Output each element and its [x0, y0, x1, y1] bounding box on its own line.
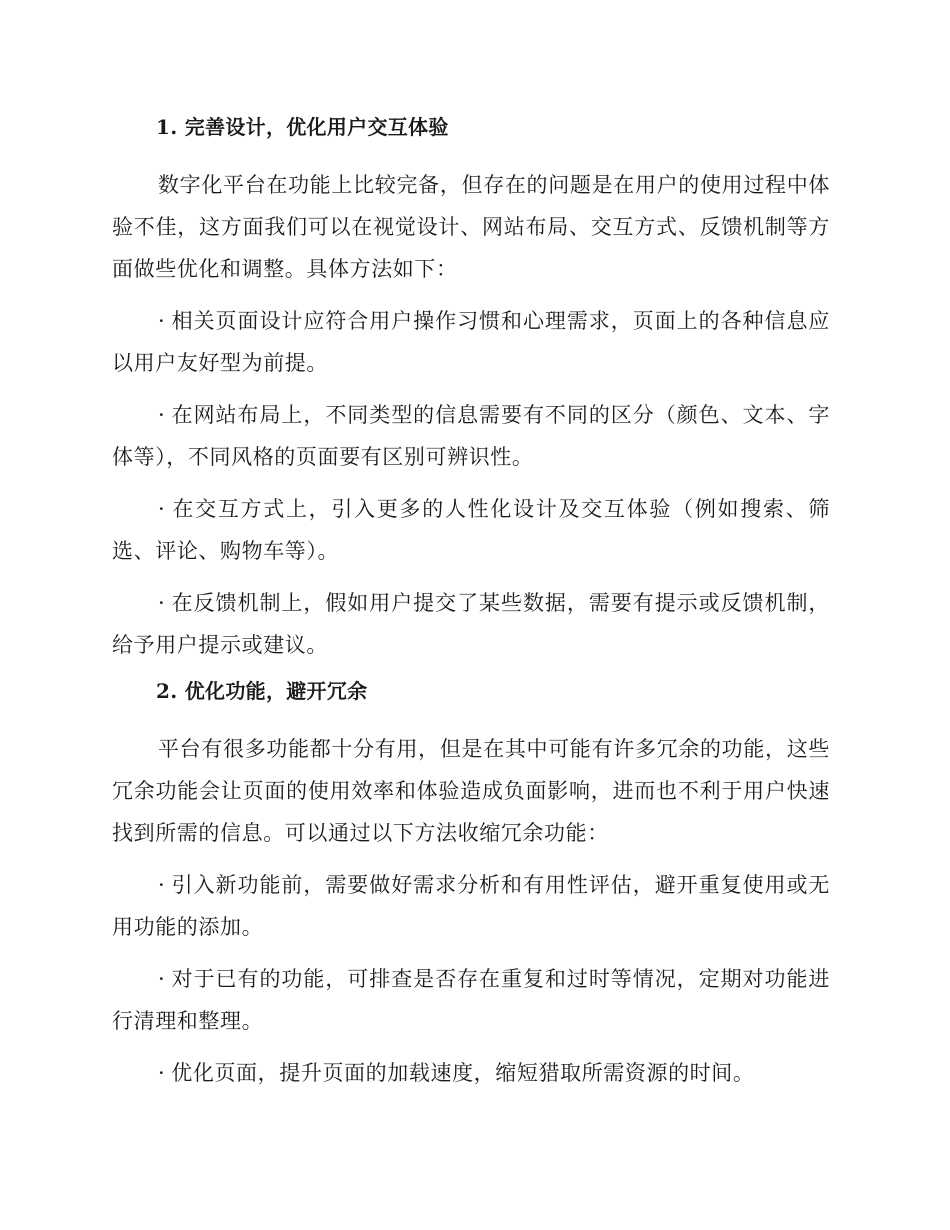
section-2-heading: 2. 优化功能，避开冗余 — [156, 679, 368, 703]
bullet-text: 引入新功能前，需要做好需求分析和有用性评估，避开重复使用或无用功能的添加。 — [112, 873, 830, 939]
bullet-dot-icon: · — [158, 967, 166, 991]
bullet-text: 优化页面，提升页面的加载速度，缩短猎取所需资源的时间。 — [171, 1061, 755, 1085]
section-1-bullet-3 — [112, 488, 830, 572]
bullet-dot-icon: · — [158, 497, 166, 521]
section-1-intro: 数字化平台在功能上比较完备，但存在的问题是在用户的使用过程中体验不佳，这方面我们可以在视觉设计、网站布局、交互方式、反馈机制等方面做些优化和调整。具体方法如下： — [112, 173, 830, 281]
section-1-heading: 1. 完善设计，优化用户交互体验 — [156, 115, 449, 139]
section-1-bullet-4 — [112, 582, 830, 666]
section-2-intro: 平台有很多功能都十分有用，但是在其中可能有许多冗余的功能，这些冗余功能会让页面的使用效率和体验造成负面影响，进而也不利于用户快速找到所需的信息。可以通过以下方法收缩冗余功能： — [112, 737, 830, 845]
section-1-bullet-1 — [112, 300, 830, 384]
bullet-dot-icon: · — [158, 403, 166, 427]
bullet-dot-icon: · — [158, 873, 166, 897]
bullet-text: 在网站布局上，不同类型的信息需要有不同的区分（颜色、文本、字体等），不同风格的页面要有区别可辨识性。 — [112, 403, 830, 469]
bullet-dot-icon: · — [158, 309, 166, 333]
bullet-dot-icon: · — [158, 1061, 166, 1085]
bullet-dot-icon: · — [158, 591, 166, 615]
section-2-bullet-3 — [112, 1052, 830, 1094]
bullet-text: 相关页面设计应符合用户操作习惯和心理需求，页面上的各种信息应以用户友好型为前提。 — [112, 309, 830, 375]
section-1-bullet-2 — [112, 394, 830, 478]
section-2-bullet-1 — [112, 864, 830, 948]
bullet-text: 在反馈机制上，假如用户提交了某些数据，需要有提示或反馈机制，给予用户提示或建议。 — [112, 591, 830, 657]
bullet-text: 对于已有的功能，可排查是否存在重复和过时等情况，定期对功能进行清理和整理。 — [112, 967, 830, 1033]
section-2-bullet-2 — [112, 958, 830, 1042]
document-page — [112, 112, 830, 1104]
bullet-text: 在交互方式上，引入更多的人性化设计及交互体验（例如搜索、筛选、评论、购物车等）。 — [112, 497, 830, 563]
